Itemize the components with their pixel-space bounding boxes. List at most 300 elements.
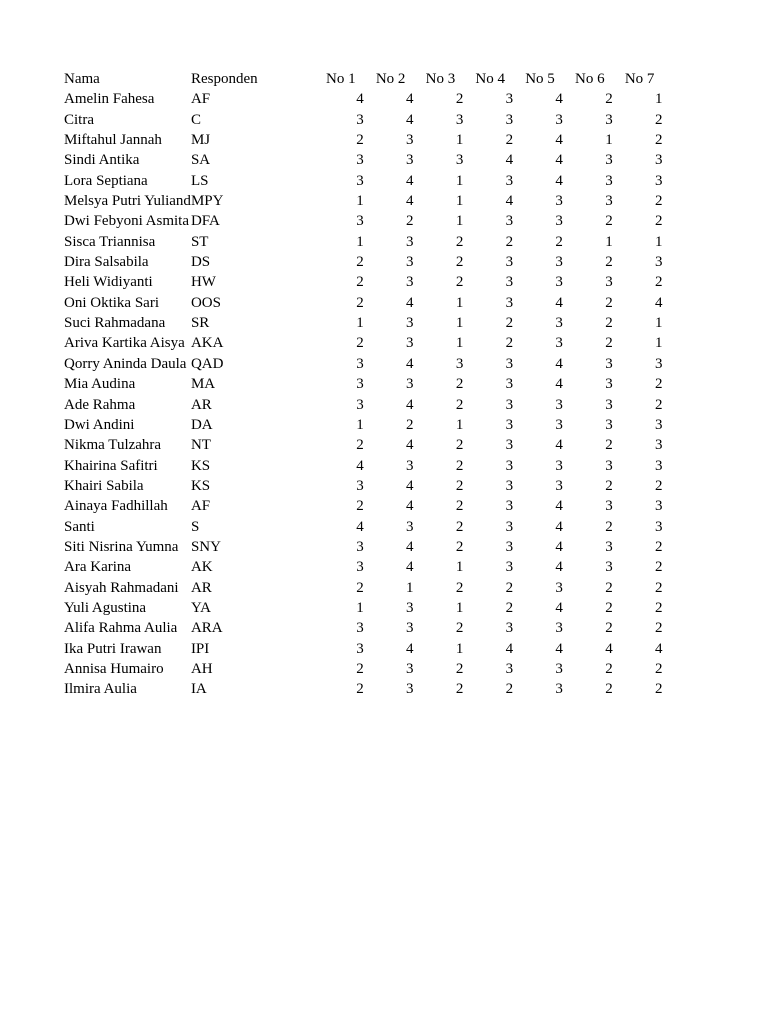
cell-no-1: 4 — [356, 518, 364, 535]
cell-no-1: 2 — [356, 660, 364, 677]
cell-no-3: 2 — [455, 518, 464, 535]
cell-nama: Amelin Fahesa — [64, 91, 155, 108]
cell-no-2: 1 — [406, 579, 414, 596]
header-no-5: No 5 — [525, 71, 555, 87]
cell-no-3: 2 — [455, 579, 464, 596]
cell-no-1: 3 — [356, 152, 364, 169]
cell-nama: Dwi Andini — [64, 416, 135, 433]
cell-no-7: 3 — [655, 172, 663, 189]
cell-responden: IPI — [190, 640, 210, 657]
cell-no-6: 3 — [605, 355, 613, 372]
cell-no-7: 2 — [655, 681, 663, 698]
cell-no-6: 3 — [605, 111, 613, 128]
cell-no-7: 2 — [655, 132, 663, 149]
cell-responden: YA — [190, 599, 211, 616]
cell-no-5: 4 — [555, 599, 563, 616]
cell-no-1: 3 — [356, 640, 364, 657]
cell-no-2: 4 — [406, 640, 414, 657]
cell-no-6: 3 — [605, 498, 613, 515]
cell-responden: QAD — [190, 355, 224, 372]
spreadsheet-page — [64, 69, 665, 700]
header-no-1: No 1 — [326, 71, 356, 87]
table-row — [64, 333, 665, 353]
cell-no-3: 1 — [455, 315, 464, 332]
header-no-7: No 7 — [624, 71, 655, 87]
cell-no-3: 2 — [455, 681, 464, 698]
cell-no-2: 4 — [406, 91, 414, 108]
cell-no-2: 3 — [406, 681, 414, 698]
cell-no-1: 1 — [356, 315, 364, 332]
cell-no-3: 1 — [455, 559, 464, 576]
cell-no-5: 3 — [555, 660, 563, 677]
cell-no-3: 1 — [455, 172, 464, 189]
cell-no-4: 3 — [505, 254, 514, 271]
cell-no-2: 2 — [406, 416, 414, 433]
cell-no-4: 2 — [505, 233, 514, 250]
cell-no-6: 4 — [605, 640, 613, 657]
table-row — [64, 354, 665, 374]
table-row — [64, 313, 665, 333]
cell-no-1: 2 — [356, 132, 364, 149]
cell-no-2: 4 — [406, 559, 414, 576]
cell-no-7: 3 — [655, 416, 663, 433]
cell-no-4: 2 — [505, 579, 514, 596]
cell-no-3: 2 — [455, 660, 464, 677]
cell-no-6: 2 — [605, 620, 613, 637]
cell-no-4: 3 — [505, 518, 514, 535]
cell-nama: Mia Audina — [64, 376, 136, 393]
cell-responden: DA — [190, 416, 213, 433]
table-row — [64, 618, 665, 638]
header-no-6: No 6 — [575, 71, 605, 87]
cell-nama: Santi — [64, 518, 95, 535]
cell-no-2: 4 — [406, 498, 414, 515]
cell-no-6: 3 — [605, 172, 613, 189]
cell-nama: Lora Septiana — [64, 172, 148, 189]
cell-no-7: 2 — [655, 111, 663, 128]
cell-no-3: 1 — [455, 294, 464, 311]
cell-no-3: 1 — [455, 335, 464, 352]
cell-responden: MA — [190, 376, 216, 393]
table-row — [64, 272, 665, 292]
cell-no-5: 4 — [555, 152, 563, 169]
cell-no-6: 3 — [605, 152, 613, 169]
cell-responden: IA — [190, 681, 207, 698]
header-no-4: No 4 — [475, 71, 506, 87]
cell-no-2: 3 — [406, 335, 414, 352]
cell-no-1: 3 — [356, 111, 364, 128]
cell-nama: Ariva Kartika Aisya — [64, 335, 185, 352]
cell-nama: Citra — [64, 111, 94, 128]
table-row — [64, 89, 665, 109]
cell-no-2: 3 — [406, 132, 414, 149]
cell-no-2: 3 — [406, 315, 414, 332]
cell-no-7: 2 — [655, 538, 663, 555]
table-row — [64, 496, 665, 516]
cell-nama: Khairina Safitri — [64, 457, 158, 474]
table-row — [64, 150, 665, 170]
cell-no-3: 3 — [455, 111, 464, 128]
cell-no-7: 1 — [655, 315, 663, 332]
cell-no-1: 2 — [356, 579, 364, 596]
cell-no-5: 3 — [555, 315, 563, 332]
cell-no-5: 4 — [555, 376, 563, 393]
cell-no-1: 3 — [356, 376, 364, 393]
cell-no-3: 2 — [455, 396, 464, 413]
cell-no-6: 2 — [605, 294, 613, 311]
cell-no-6: 3 — [605, 396, 613, 413]
cell-nama: Nikma Tulzahra — [64, 437, 162, 454]
cell-no-7: 4 — [655, 294, 663, 311]
cell-no-1: 3 — [356, 172, 364, 189]
cell-no-7: 2 — [655, 559, 663, 576]
cell-nama: Melsya Putri Yuliand — [64, 193, 191, 210]
cell-no-6: 2 — [605, 335, 613, 352]
cell-no-3: 1 — [455, 132, 464, 149]
cell-no-5: 4 — [555, 538, 563, 555]
cell-no-4: 2 — [505, 681, 514, 698]
cell-no-1: 3 — [356, 559, 364, 576]
cell-no-7: 2 — [655, 599, 663, 616]
cell-no-3: 2 — [455, 274, 464, 291]
cell-no-6: 1 — [605, 233, 613, 250]
table-row — [64, 435, 665, 455]
cell-no-6: 3 — [605, 538, 613, 555]
cell-no-6: 2 — [605, 579, 613, 596]
cell-no-2: 4 — [406, 294, 414, 311]
cell-responden: AK — [190, 559, 213, 576]
cell-no-4: 3 — [505, 111, 514, 128]
cell-no-1: 2 — [356, 254, 364, 271]
cell-no-5: 4 — [555, 355, 563, 372]
cell-no-3: 1 — [455, 640, 464, 657]
cell-no-7: 1 — [655, 335, 663, 352]
cell-no-2: 4 — [406, 111, 414, 128]
cell-responden: DFA — [190, 213, 220, 230]
cell-no-2: 3 — [406, 233, 414, 250]
cell-no-4: 3 — [505, 294, 514, 311]
cell-nama: Dira Salsabila — [64, 254, 149, 271]
cell-no-1: 1 — [356, 599, 364, 616]
cell-no-2: 3 — [406, 254, 414, 271]
table-row — [64, 578, 665, 598]
cell-responden: OOS — [190, 294, 221, 311]
cell-no-1: 3 — [356, 538, 364, 555]
cell-nama: Oni Oktika Sari — [64, 294, 159, 311]
table-row — [64, 293, 665, 313]
cell-no-3: 3 — [455, 152, 464, 169]
table-row — [64, 232, 665, 252]
cell-no-5: 3 — [555, 254, 563, 271]
cell-nama: Suci Rahmadana — [64, 315, 166, 332]
cell-no-2: 4 — [406, 172, 414, 189]
cell-no-4: 3 — [505, 660, 514, 677]
table-row — [64, 679, 665, 699]
cell-no-2: 4 — [406, 193, 414, 210]
cell-responden: AR — [190, 579, 212, 596]
cell-no-3: 2 — [455, 538, 464, 555]
cell-no-6: 2 — [605, 660, 613, 677]
cell-nama: Dwi Febyoni Asmita — [64, 213, 190, 230]
table-row — [64, 252, 665, 272]
cell-no-1: 3 — [356, 396, 364, 413]
cell-no-3: 2 — [455, 233, 464, 250]
cell-no-6: 3 — [605, 559, 613, 576]
cell-no-4: 3 — [505, 620, 514, 637]
cell-no-7: 3 — [655, 437, 663, 454]
cell-responden: SA — [190, 152, 211, 169]
cell-no-4: 3 — [505, 498, 514, 515]
cell-no-5: 4 — [555, 559, 563, 576]
cell-no-1: 2 — [356, 498, 364, 515]
cell-no-2: 3 — [406, 457, 414, 474]
cell-responden: ARA — [190, 620, 223, 637]
cell-no-6: 2 — [605, 315, 613, 332]
cell-no-2: 3 — [406, 518, 414, 535]
cell-no-7: 3 — [655, 254, 663, 271]
cell-no-3: 3 — [455, 355, 464, 372]
table-row — [64, 517, 665, 537]
cell-no-2: 3 — [406, 376, 414, 393]
cell-no-4: 3 — [505, 172, 514, 189]
cell-no-5: 2 — [555, 233, 563, 250]
table-row — [64, 395, 665, 415]
cell-no-7: 3 — [655, 518, 663, 535]
cell-no-5: 3 — [555, 620, 563, 637]
cell-no-5: 4 — [555, 132, 563, 149]
cell-no-4: 2 — [505, 599, 514, 616]
cell-no-7: 2 — [655, 274, 663, 291]
cell-no-7: 2 — [655, 376, 663, 393]
cell-no-3: 2 — [455, 437, 464, 454]
cell-no-1: 1 — [356, 233, 364, 250]
cell-no-4: 4 — [505, 640, 514, 657]
table-row — [64, 659, 665, 679]
cell-nama: Annisa Humairo — [64, 660, 164, 677]
cell-no-7: 2 — [655, 193, 663, 210]
cell-no-5: 4 — [555, 91, 563, 108]
cell-no-7: 3 — [655, 498, 663, 515]
cell-no-5: 4 — [555, 518, 563, 535]
cell-no-1: 2 — [356, 294, 364, 311]
cell-no-4: 3 — [505, 355, 514, 372]
cell-no-2: 3 — [406, 599, 414, 616]
cell-nama: Ainaya Fadhillah — [64, 498, 168, 515]
cell-no-7: 1 — [655, 233, 663, 250]
cell-no-6: 2 — [605, 254, 613, 271]
cell-no-1: 1 — [356, 193, 364, 210]
cell-no-7: 3 — [655, 457, 663, 474]
cell-no-4: 2 — [505, 315, 514, 332]
table-row — [64, 598, 665, 618]
cell-no-5: 3 — [555, 396, 563, 413]
cell-no-1: 3 — [356, 620, 364, 637]
cell-no-3: 1 — [455, 416, 464, 433]
cell-no-1: 4 — [356, 457, 364, 474]
cell-no-5: 3 — [555, 335, 563, 352]
cell-no-1: 4 — [356, 91, 364, 108]
cell-no-4: 3 — [505, 396, 514, 413]
cell-no-7: 3 — [655, 355, 663, 372]
cell-no-3: 1 — [455, 599, 464, 616]
table-row — [64, 476, 665, 496]
cell-nama: Yuli Agustina — [64, 599, 147, 616]
cell-no-2: 4 — [406, 396, 414, 413]
cell-no-1: 3 — [356, 355, 364, 372]
header-no-2: No 2 — [375, 71, 406, 87]
cell-responden: AH — [190, 660, 213, 677]
cell-responden: AF — [190, 498, 211, 515]
cell-no-4: 3 — [505, 538, 514, 555]
cell-responden: KS — [190, 457, 211, 474]
cell-no-4: 2 — [505, 132, 514, 149]
cell-no-4: 3 — [505, 416, 514, 433]
cell-no-3: 2 — [455, 376, 464, 393]
cell-no-4: 2 — [505, 335, 514, 352]
cell-no-6: 3 — [605, 376, 613, 393]
cell-no-4: 3 — [505, 457, 514, 474]
cell-no-3: 2 — [455, 457, 464, 474]
responden-table — [64, 69, 665, 700]
cell-no-4: 3 — [505, 91, 514, 108]
cell-no-3: 1 — [455, 213, 464, 230]
table-row — [64, 171, 665, 191]
cell-nama: Miftahul Jannah — [64, 132, 162, 149]
cell-no-2: 4 — [406, 477, 414, 494]
cell-no-5: 4 — [555, 640, 563, 657]
cell-responden: KS — [190, 477, 211, 494]
cell-nama: Sisca Triannisa — [64, 233, 156, 250]
cell-no-2: 4 — [406, 437, 414, 454]
cell-no-1: 3 — [356, 213, 364, 230]
cell-responden: MPY — [190, 193, 224, 210]
cell-no-3: 1 — [455, 193, 464, 210]
cell-no-5: 3 — [555, 579, 563, 596]
cell-no-5: 3 — [555, 213, 563, 230]
cell-no-7: 2 — [655, 620, 663, 637]
cell-responden: SR — [190, 315, 210, 332]
table-row — [64, 211, 665, 231]
cell-nama: Sindi Antika — [64, 152, 140, 169]
cell-no-3: 2 — [455, 91, 464, 108]
cell-no-4: 3 — [505, 274, 514, 291]
cell-no-1: 1 — [356, 416, 364, 433]
cell-nama: Ilmira Aulia — [64, 681, 137, 698]
cell-nama: Ara Karina — [64, 559, 132, 576]
cell-no-6: 2 — [605, 599, 613, 616]
cell-no-7: 2 — [655, 579, 663, 596]
cell-no-1: 2 — [356, 681, 364, 698]
cell-no-3: 2 — [455, 477, 464, 494]
cell-no-5: 3 — [555, 416, 563, 433]
table-row — [64, 191, 665, 211]
cell-no-6: 2 — [605, 91, 613, 108]
cell-no-5: 3 — [555, 274, 563, 291]
cell-no-6: 1 — [605, 132, 613, 149]
cell-nama: Qorry Aninda Daula — [64, 355, 187, 372]
cell-no-2: 4 — [406, 355, 414, 372]
cell-responden: S — [190, 518, 200, 535]
cell-no-5: 3 — [555, 193, 563, 210]
cell-responden: AR — [190, 396, 212, 413]
cell-nama: Aisyah Rahmadani — [64, 579, 179, 596]
cell-no-1: 2 — [356, 335, 364, 352]
cell-no-3: 2 — [455, 620, 464, 637]
cell-no-7: 2 — [655, 477, 663, 494]
header-no-3: No 3 — [425, 71, 456, 87]
cell-no-7: 4 — [655, 640, 663, 657]
cell-no-6: 3 — [605, 274, 613, 291]
cell-no-1: 2 — [356, 274, 364, 291]
cell-nama: Siti Nisrina Yumna — [64, 538, 179, 555]
table-row — [64, 456, 665, 476]
cell-responden: MJ — [190, 132, 211, 149]
cell-no-5: 3 — [555, 681, 563, 698]
cell-no-3: 2 — [455, 254, 464, 271]
cell-no-7: 3 — [655, 152, 663, 169]
cell-no-2: 3 — [406, 620, 414, 637]
table-row — [64, 415, 665, 435]
cell-no-5: 4 — [555, 498, 563, 515]
cell-no-6: 3 — [605, 416, 613, 433]
cell-no-2: 3 — [406, 274, 414, 291]
cell-responden: SNY — [190, 538, 221, 555]
cell-responden: AF — [190, 91, 211, 108]
cell-no-4: 4 — [505, 152, 514, 169]
cell-no-4: 3 — [505, 376, 514, 393]
table-row — [64, 537, 665, 557]
cell-responden: AKA — [190, 335, 224, 352]
cell-no-6: 2 — [605, 213, 613, 230]
cell-nama: Alifa Rahma Aulia — [64, 620, 178, 637]
cell-no-7: 2 — [655, 213, 663, 230]
header-nama: Nama — [64, 71, 100, 87]
cell-responden: NT — [190, 437, 211, 454]
cell-responden: HW — [190, 274, 216, 291]
cell-no-1: 3 — [356, 477, 364, 494]
cell-no-6: 3 — [605, 457, 613, 474]
cell-nama: Heli Widiyanti — [64, 274, 153, 291]
cell-no-4: 3 — [505, 437, 514, 454]
cell-no-6: 3 — [605, 193, 613, 210]
cell-nama: Khairi Sabila — [64, 477, 144, 494]
cell-no-6: 2 — [605, 681, 613, 698]
cell-responden: ST — [190, 233, 209, 250]
cell-no-7: 2 — [655, 660, 663, 677]
cell-nama: Ade Rahma — [64, 396, 136, 413]
cell-no-2: 4 — [406, 538, 414, 555]
cell-no-4: 3 — [505, 477, 514, 494]
cell-no-4: 4 — [505, 193, 514, 210]
cell-no-4: 3 — [505, 559, 514, 576]
cell-no-5: 3 — [555, 457, 563, 474]
cell-no-6: 2 — [605, 477, 613, 494]
cell-no-5: 4 — [555, 437, 563, 454]
table-row — [64, 130, 665, 150]
header-row — [64, 69, 665, 89]
cell-no-5: 3 — [555, 111, 563, 128]
table-row — [64, 374, 665, 394]
cell-no-5: 4 — [555, 172, 563, 189]
cell-no-2: 3 — [406, 152, 414, 169]
cell-no-2: 2 — [406, 213, 414, 230]
cell-no-7: 1 — [655, 91, 663, 108]
cell-no-6: 2 — [605, 518, 613, 535]
cell-no-6: 2 — [605, 437, 613, 454]
cell-responden: C — [190, 111, 201, 128]
cell-responden: DS — [190, 254, 211, 271]
cell-no-3: 2 — [455, 498, 464, 515]
